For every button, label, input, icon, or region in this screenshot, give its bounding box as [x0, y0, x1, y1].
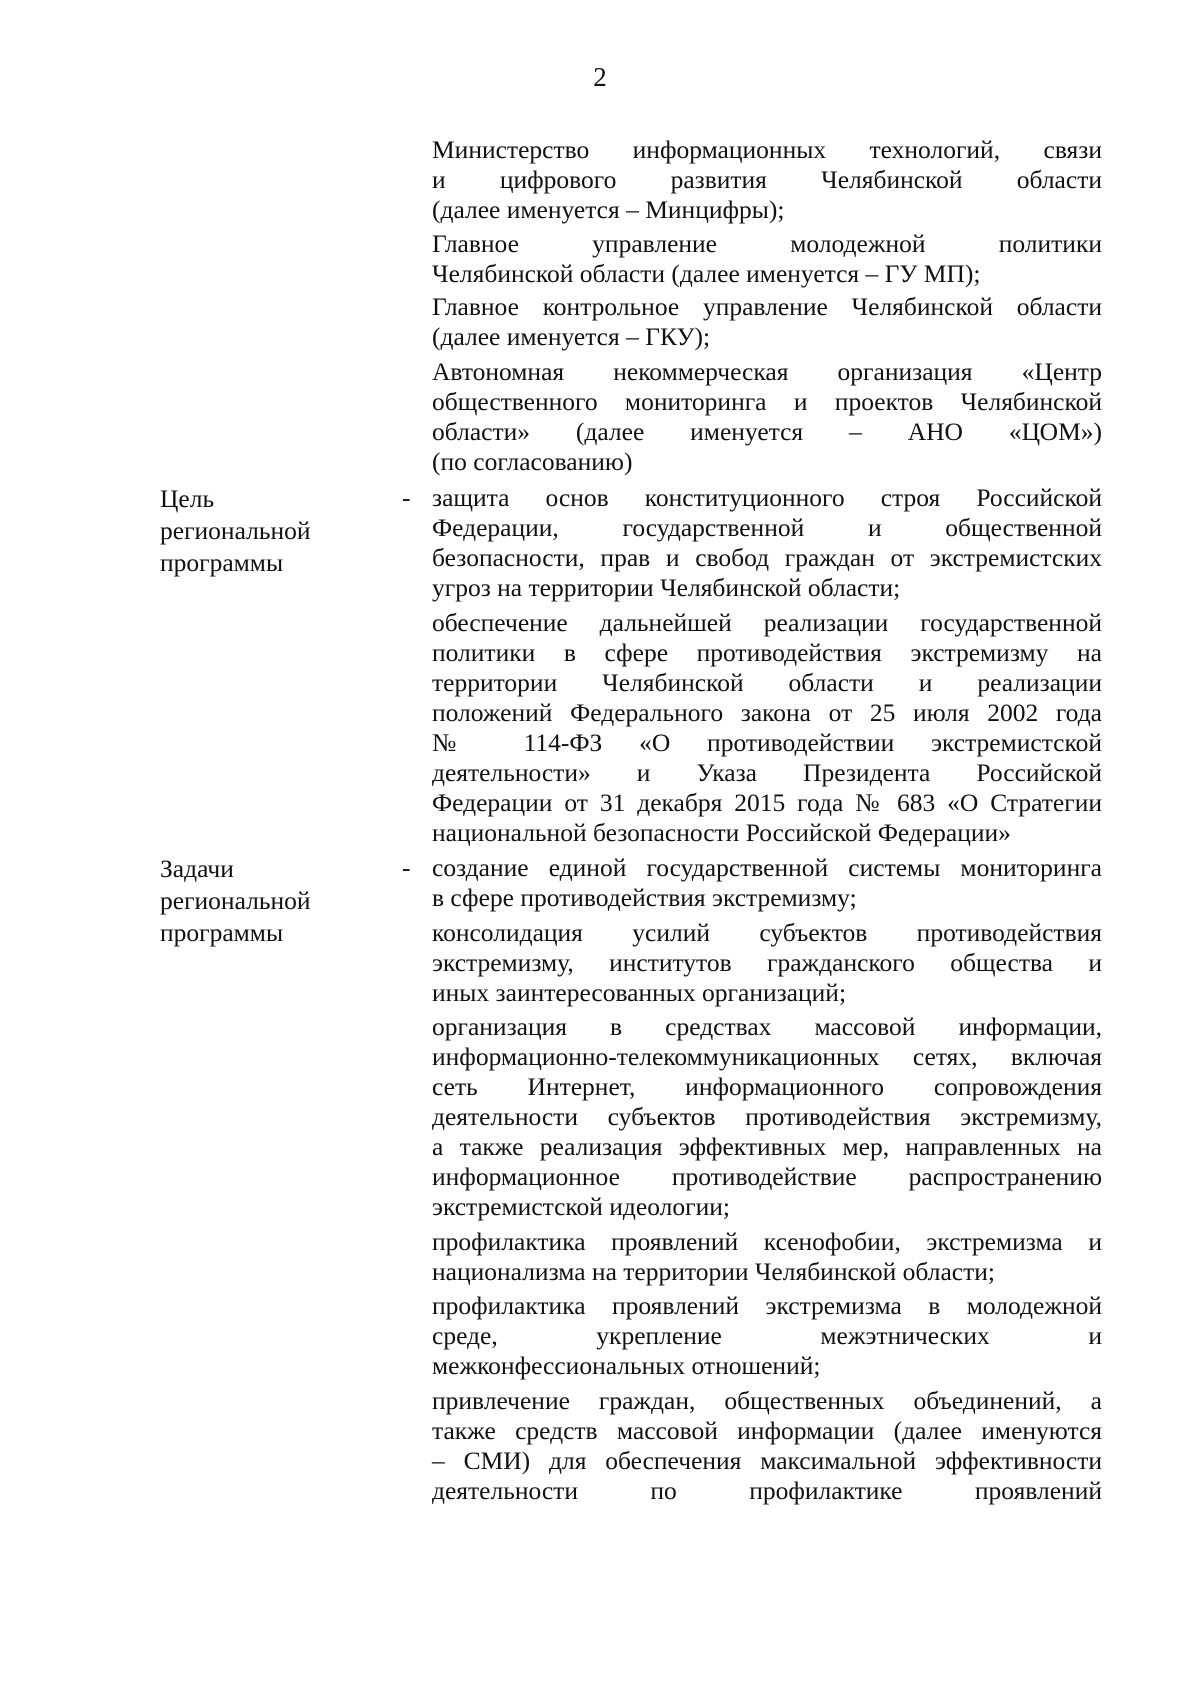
page-number: 2 — [593, 62, 607, 92]
goal-line: защита основ конституционного строя Российской — [432, 483, 1102, 512]
tasks-label — [160, 853, 360, 949]
goal-dash: - — [402, 483, 411, 512]
tasks-line: профилактика проявлений ксенофобии, экстремизма и — [432, 1227, 1102, 1256]
goal-line: обеспечение дальнейшей реализации государственной — [432, 608, 1102, 637]
tasks-line: информационно-телекоммуникационных сетях, включая — [432, 1042, 1102, 1071]
tasks-line: организация в средствах массовой информации, — [432, 1012, 1102, 1041]
tasks-line: сеть Интернет, информационного сопровождения — [432, 1072, 1102, 1101]
tasks-label-line: программы — [160, 918, 284, 947]
tasks-line: также средств массовой информации (далее именуются — [432, 1416, 1102, 1445]
executors-line: и цифрового развития Челябинской области — [432, 165, 1102, 194]
tasks-label-line: Задачи — [160, 854, 234, 883]
goal-line: положений Федерального закона от 25 июля 2002 года — [432, 698, 1102, 727]
executors-line: Министерство информационных технологий, связи — [432, 135, 1102, 164]
executors-line: Главное управление молодежной политики — [432, 229, 1102, 258]
goal-line: Федерации, государственной и общественной — [432, 513, 1102, 542]
executors-line: общественного мониторинга и проектов Челябинской — [432, 387, 1102, 416]
goal-line: политики в сфере противодействия экстремизму на — [432, 638, 1102, 667]
executors-line: области» (далее именуется – АНО «ЦОМ») — [432, 417, 1102, 446]
goal-label-line: региональной — [160, 516, 311, 545]
tasks-label-line: региональной — [160, 886, 311, 915]
executors-line: Челябинской области (далее именуется – ГУ МП); — [432, 259, 981, 288]
tasks-line: межконфессиональных отношений; — [432, 1351, 821, 1380]
tasks-line: привлечение граждан, общественных объединений, а — [432, 1386, 1102, 1415]
tasks-line: а также реализация эффективных мер, направленных на — [432, 1132, 1102, 1161]
goal-line: безопасности, прав и свобод граждан от экстремистских — [432, 543, 1102, 572]
goal-label-line: программы — [160, 548, 284, 577]
executors-line: (по согласованию) — [432, 447, 633, 476]
tasks-line: профилактика проявлений экстремизма в молодежной — [432, 1291, 1102, 1320]
tasks-line: деятельности субъектов противодействия экстремизму, — [432, 1102, 1102, 1131]
goal-label — [160, 483, 360, 579]
tasks-line: среде, укрепление межэтнических и — [432, 1321, 1102, 1350]
tasks-line: создание единой государственной системы мониторинга — [432, 853, 1102, 882]
goal-line: угроз на территории Челябинской области; — [432, 573, 901, 602]
tasks-line: в сфере противодействия экстремизму; — [432, 883, 857, 912]
goal-line: деятельности» и Указа Президента Российской — [432, 758, 1102, 787]
tasks-line: экстремистской идеологии; — [432, 1192, 730, 1221]
goal-line: Федерации от 31 декабря 2015 года № 683 «О Стратегии — [432, 788, 1102, 817]
executors-line: Главное контрольное управление Челябинской области — [432, 292, 1102, 321]
goal-label-line: Цель — [160, 484, 215, 513]
tasks-dash: - — [402, 853, 411, 882]
goal-line: национальной безопасности Российской Федерации» — [432, 818, 1011, 847]
executors-line: (далее именуется – Минцифры); — [432, 195, 785, 224]
goal-line: № 114-ФЗ «О противодействии экстремистской — [432, 728, 1102, 757]
tasks-line: консолидация усилий субъектов противодействия — [432, 918, 1102, 947]
executors-line: (далее именуется – ГКУ); — [432, 322, 711, 351]
tasks-line: деятельности по профилактике проявлений — [432, 1476, 1102, 1505]
tasks-line: национализма на территории Челябинской области; — [432, 1257, 995, 1286]
tasks-line: – СМИ) для обеспечения максимальной эффективности — [432, 1446, 1102, 1475]
goal-line: территории Челябинской области и реализации — [432, 668, 1102, 697]
executors-line: Автономная некоммерческая организация «Центр — [432, 357, 1102, 386]
tasks-line: экстремизму, институтов гражданского общества и — [432, 948, 1102, 977]
tasks-line: иных заинтересованных организаций; — [432, 978, 847, 1007]
tasks-line: информационное противодействие распространению — [432, 1162, 1102, 1191]
